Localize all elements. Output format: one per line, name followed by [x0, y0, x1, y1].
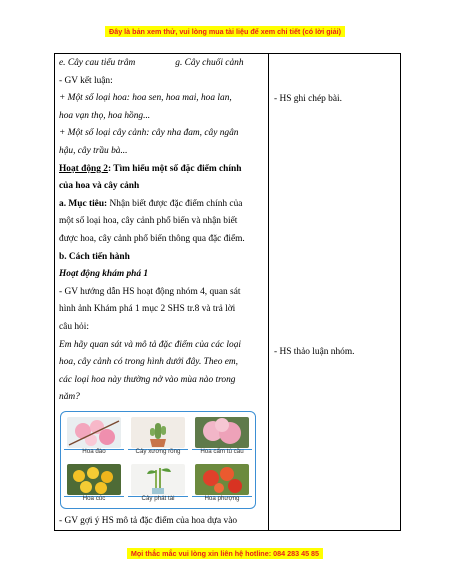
- image-caption: Hoa cẩm tú cầu: [200, 447, 244, 455]
- objective-line: a. Mục tiêu: Nhận biết được đặc điểm chính của: [59, 198, 243, 209]
- chrysanthemum-icon: [67, 464, 121, 495]
- image-card: [127, 461, 189, 506]
- text-line: + Một số loại cây cảnh: cây nha đam, cây ngân: [59, 128, 239, 139]
- cactus-icon: [131, 417, 185, 448]
- question-line: Em hãy quan sát và mô tả đặc điểm của các loại: [59, 339, 241, 350]
- text-line: - GV kết luận:: [59, 75, 113, 86]
- footer-banner: Mọi thắc mắc vui lòng xin liên hệ hotline: 084 283 45 85: [127, 548, 323, 559]
- question-line: các loại hoa này thường nở vào mùa nào trong: [59, 374, 236, 385]
- text-line: hoa vạn thọ, hoa hồng...: [59, 110, 151, 121]
- image-caption: Hoa phượng: [204, 494, 240, 502]
- image-caption: Hoa đào: [82, 447, 106, 455]
- image-card: [191, 461, 253, 506]
- text-line: một số loại hoa, cây cảnh phổ biến và nhận biết: [59, 216, 238, 227]
- header-banner: Đây là bản xem thử, vui lòng mua tài liệu để xem chi tiết (có lời giải): [105, 26, 345, 37]
- text-line: - GV hướng dẫn HS hoạt động nhóm 4, quan sát: [59, 286, 241, 297]
- flame-tree-icon: [195, 464, 249, 495]
- student-note: - HS ghi chép bài.: [274, 94, 342, 104]
- text-line: được hoa, cây cảnh phổ biến thông qua đặc điểm.: [59, 233, 245, 244]
- activity-heading: Hoạt động 2: Tìm hiểu một số đặc điểm chính: [59, 163, 242, 174]
- image-caption: Cây xương rồng: [135, 447, 181, 455]
- question-line: năm?: [59, 392, 80, 403]
- text-line: hậu, cây trầu bà...: [59, 145, 128, 156]
- image-card: [63, 414, 125, 459]
- peach-blossom-icon: [67, 417, 121, 448]
- image-caption: Cây phát tài: [141, 494, 175, 502]
- text-line: + Một số loại hoa: hoa sen, hoa mai, hoa lan,: [59, 93, 232, 104]
- image-card: [63, 461, 125, 506]
- option-line: e. Cây cau tiểu trâm g. Cây chuối cảnh: [59, 58, 244, 68]
- hydrangea-icon: [195, 417, 249, 448]
- text-line: hình ảnh Khám phá 1 mục 2 SHS tr.8 và trả lời: [59, 304, 236, 315]
- image-card: [127, 414, 189, 459]
- activity-heading-cont: của hoa và cây cảnh: [59, 181, 140, 192]
- student-note: - HS thảo luận nhóm.: [274, 347, 355, 357]
- lucky-bamboo-icon: [131, 464, 185, 495]
- method-heading: b. Cách tiến hành: [59, 251, 130, 262]
- explore-heading: Hoạt động khám phá 1: [59, 269, 149, 280]
- image-caption: Hoa cúc: [82, 494, 106, 502]
- student-column: [269, 54, 401, 531]
- image-card: [191, 414, 253, 459]
- text-line: - GV gợi ý HS mô tả đặc điểm của hoa dựa vào: [59, 515, 238, 526]
- text-line: câu hỏi:: [59, 321, 89, 332]
- lesson-table: [54, 53, 401, 531]
- teacher-column: [55, 54, 269, 531]
- plant-image-grid: [60, 411, 256, 509]
- question-line: hoa, cây cảnh có trong hình dưới đây. Theo em,: [59, 357, 239, 368]
